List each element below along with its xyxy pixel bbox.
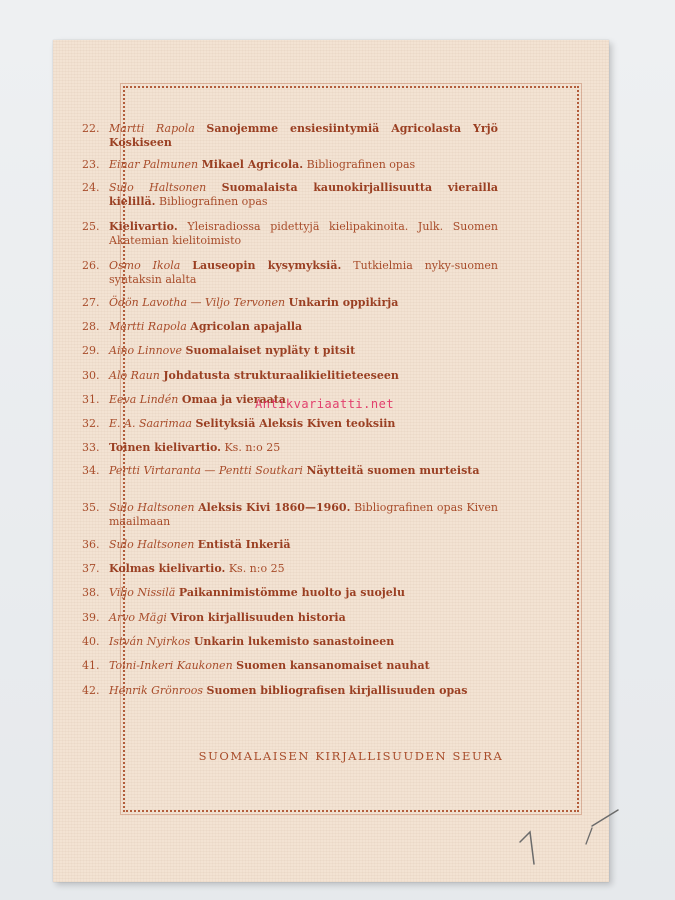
entry-title: Paikannimistömme huolto ja suojelu [178, 586, 405, 599]
entry-author: Alo Raun [109, 369, 160, 382]
entry-author: Aino Linnove [109, 344, 183, 357]
entry-note: Tutkielmia nyky-suomen syntaksin alalta [109, 259, 498, 286]
list-item [82, 659, 498, 673]
publisher-name: SUOMALAISEN KIRJALLISUUDEN SEURA [198, 749, 504, 763]
entry-title: Viron kirjallisuuden historia [170, 611, 346, 624]
entry-title: Unkarin oppikirja [288, 296, 399, 309]
entry-author: E. A. Saarimaa [109, 417, 192, 430]
watermark-text: Antikvariaatti.net [255, 397, 395, 411]
entry-author: Martti Rapola [109, 320, 187, 333]
list-item [82, 296, 498, 310]
entry-title: Unkarin lukemisto sanastoineen [193, 635, 395, 648]
list-item [82, 122, 498, 149]
entry-title: Näytteitä suomen murteista [306, 464, 480, 477]
list-item [82, 501, 498, 528]
entry-number: 40. [82, 635, 100, 648]
entry-title: Suomen bibliografisen kirjallisuuden opas [206, 684, 468, 697]
entry-author: Martti Rapola [109, 122, 195, 135]
entry-number: 23. [82, 158, 100, 171]
list-item [82, 464, 498, 478]
entry-author: Arvo Mägi [109, 611, 167, 624]
entry-number: 25. [82, 220, 100, 233]
list-item [82, 181, 498, 208]
entry-title: Toinen kielivartio. [109, 441, 221, 454]
entry-author: Henrik Grönroos [109, 684, 204, 697]
pencil-mark [514, 808, 624, 868]
entry-number: 33. [82, 441, 100, 454]
entry-number: 26. [82, 259, 100, 272]
entry-number: 42. [82, 684, 100, 697]
entry-title: Johdatusta strukturaalikielitieteeseen [163, 369, 399, 382]
entry-number: 31. [82, 393, 100, 406]
entry-title: Suomen kansanomaiset nauhat [236, 659, 430, 672]
entry-author: Sulo Haltsonen [109, 538, 195, 551]
list-item [82, 158, 498, 172]
entry-title: Entistä Inkeriä [197, 538, 291, 551]
entry-number: 41. [82, 659, 100, 672]
list-item [82, 611, 498, 625]
list-item [82, 369, 498, 383]
entry-author: Pertti Virtaranta — Pentti Soutkari [109, 464, 303, 477]
entry-number: 39. [82, 611, 100, 624]
entry-title: Selityksiä Aleksis Kiven teoksiin [195, 417, 396, 430]
list-item [82, 220, 498, 247]
entry-title: Kielivartio. [109, 220, 178, 233]
entry-number: 38. [82, 586, 100, 599]
entry-number: 24. [82, 181, 100, 194]
entry-note: Ks. n:o 25 [228, 562, 285, 575]
list-item [82, 344, 498, 358]
entry-author: István Nyirkos [109, 635, 191, 648]
entry-note: Bibliografinen opas Kiven maailmaan [109, 501, 498, 528]
entry-title: Omaa ja vieraata [181, 393, 286, 406]
entry-number: 30. [82, 369, 100, 382]
list-item [82, 417, 498, 431]
entry-author: Sulo Haltsonen [109, 501, 195, 514]
entry-note: Bibliografinen opas [306, 158, 416, 171]
entry-number: 22. [82, 122, 100, 135]
entry-number: 28. [82, 320, 100, 333]
entry-title: Mikael Agricola. [201, 158, 304, 171]
entry-title: Sanojemme ensiesiintymiä Agricolasta Yrjö Koskiseen [109, 122, 498, 149]
entry-title: Suomalaiset nypläty t pitsit [185, 344, 356, 357]
entry-number: 32. [82, 417, 100, 430]
entry-author: Toini-Inkeri Kaukonen [109, 659, 233, 672]
entry-number: 34. [82, 464, 100, 477]
list-item [82, 684, 498, 698]
entry-author: Viljo Nissilä [109, 586, 176, 599]
entry-number: 29. [82, 344, 100, 357]
entry-author: Osmo Ikola [109, 259, 181, 272]
entry-title: Kolmas kielivartio. [109, 562, 226, 575]
entry-author: Ödön Lavotha — Viljo Tervonen [109, 296, 286, 309]
entry-number: 37. [82, 562, 100, 575]
list-item [82, 259, 498, 286]
entry-author: Sulo Haltsonen [109, 181, 207, 194]
list-item [82, 538, 498, 552]
entry-number: 35. [82, 501, 100, 514]
list-item [82, 635, 498, 649]
entry-number: 36. [82, 538, 100, 551]
entry-title: Aleksis Kivi 1860—1960. [198, 501, 351, 514]
list-item [82, 441, 498, 455]
entry-note: Bibliografinen opas [158, 194, 268, 208]
entry-note: Ks. n:o 25 [224, 441, 281, 454]
entry-author: Einar Palmunen [109, 158, 199, 171]
entry-title: Agricolan apajalla [190, 320, 303, 333]
list-item [82, 320, 498, 334]
entry-author: Eeva Lindén [109, 393, 179, 406]
entry-note: Yleisradiossa pidettyjä kielipakinoita. Julk. Suomen Akatemian kielitoimisto [109, 220, 499, 247]
entry-title: Suomalaista kaunokirjallisuutta vierailla kielillä. [109, 181, 499, 208]
list-item [82, 586, 498, 600]
entry-number: 27. [82, 296, 100, 309]
entry-title: Lauseopin kysymyksiä. [192, 259, 342, 272]
list-item [82, 562, 498, 576]
